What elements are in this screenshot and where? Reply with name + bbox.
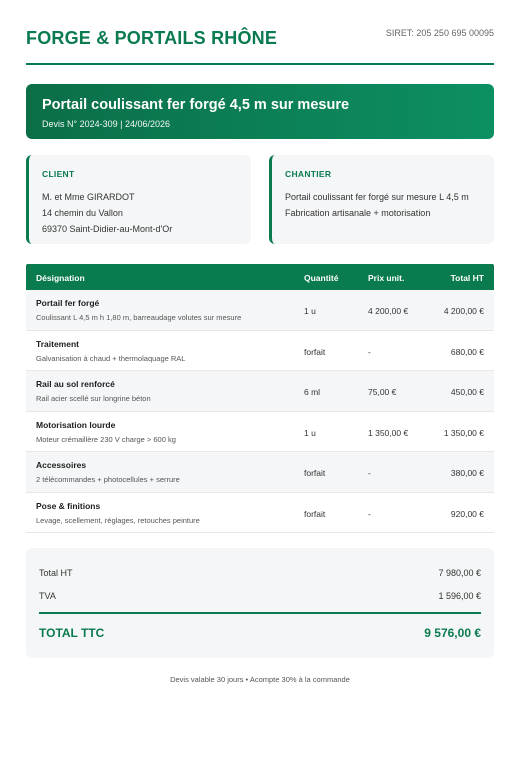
table-row (26, 290, 494, 331)
table-row (26, 493, 494, 534)
item-quantity: forfait (304, 346, 326, 357)
totals-divider (39, 612, 481, 614)
item-quantity: 1 u (304, 306, 316, 316)
totals-box (26, 548, 494, 658)
chantier-description: Portail coulissant fer forgé sur mesure L 4,5 m (285, 192, 469, 202)
item-description: Coulissant L 4,5 m h 1,80 m, barreaudage volutes sur mesure (36, 313, 242, 322)
item-total: 1 350,00 € (443, 427, 484, 438)
total-ttc-value: 9 576,00 € (424, 626, 481, 640)
company-name: FORGE & PORTAILS RHÔNE (26, 28, 278, 48)
item-description: Levage, scellement, réglages, retouches peinture (36, 515, 200, 525)
client-name: M. et Mme GIRARDOT (42, 192, 135, 202)
client-city: 69370 Saint-Didier-au-Mont-d'Or (42, 224, 173, 234)
table-header (26, 264, 494, 290)
item-unit-price: - (368, 508, 371, 519)
table-row (26, 452, 494, 493)
item-quantity: forfait (304, 468, 326, 478)
item-total: 680,00 € (450, 346, 484, 357)
item-description: Rail acier scellé sur longrine béton (36, 394, 151, 403)
table-row (26, 371, 494, 412)
item-unit-price: - (368, 346, 371, 357)
chantier-card-title: CHANTIER (285, 169, 332, 179)
chantier-details: Fabrication artisanale + motorisation (285, 208, 431, 218)
item-unit-price: 75,00 € (368, 387, 397, 397)
item-name: Accessoires (36, 460, 87, 470)
quote-table (26, 264, 494, 533)
footer-terms: Devis valable 30 jours • Acompte 30% à la commande (170, 675, 350, 684)
document-header (26, 24, 494, 65)
client-street: 14 chemin du Vallon (42, 208, 123, 218)
item-description: Galvanisation à chaud + thermolaquage RAL (36, 353, 186, 363)
tva-label: TVA (39, 591, 56, 601)
item-name: Motorisation lourde (36, 419, 116, 430)
item-description: 2 télécommandes + photocellules + serrure (36, 475, 180, 484)
item-name: Rail au sol renforcé (36, 379, 115, 389)
item-quantity: 1 u (304, 427, 316, 438)
total-ht-label: Total HT (39, 568, 73, 578)
total-ht-value: 7 980,00 € (438, 568, 481, 578)
quote-number-date: Devis N° 2024-309 | 24/06/2026 (42, 119, 171, 129)
header-prix-unit: Prix unit. (368, 273, 405, 283)
table-row (26, 331, 494, 372)
client-card-title: CLIENT (42, 169, 75, 179)
item-name: Traitement (36, 338, 79, 349)
header-quantite: Quantité (304, 273, 339, 283)
quote-title: Portail coulissant fer forgé 4,5 m sur mesure (42, 97, 350, 113)
header-designation: Désignation (36, 273, 85, 283)
item-unit-price: 1 350,00 € (368, 427, 409, 438)
header-total-ht: Total HT (450, 273, 484, 283)
item-total: 380,00 € (450, 468, 484, 478)
item-unit-price: 4 200,00 € (368, 306, 409, 316)
item-quantity: forfait (304, 508, 326, 519)
tva-value: 1 596,00 € (438, 591, 481, 601)
item-total: 920,00 € (450, 508, 484, 519)
item-unit-price: - (368, 468, 371, 478)
total-ttc-label: TOTAL TTC (39, 626, 105, 640)
quote-banner (26, 84, 494, 139)
item-name: Pose & finitions (36, 500, 101, 511)
table-row (26, 412, 494, 453)
item-total: 4 200,00 € (443, 306, 484, 316)
siret-number: SIRET: 205 250 695 00095 (385, 28, 494, 38)
item-total: 450,00 € (450, 387, 484, 397)
item-description: Moteur crémaillère 230 V charge > 600 kg (36, 434, 176, 444)
item-quantity: 6 ml (304, 387, 321, 397)
chantier-card (269, 155, 494, 244)
item-name: Portail fer forgé (36, 298, 100, 308)
client-card (26, 155, 251, 244)
